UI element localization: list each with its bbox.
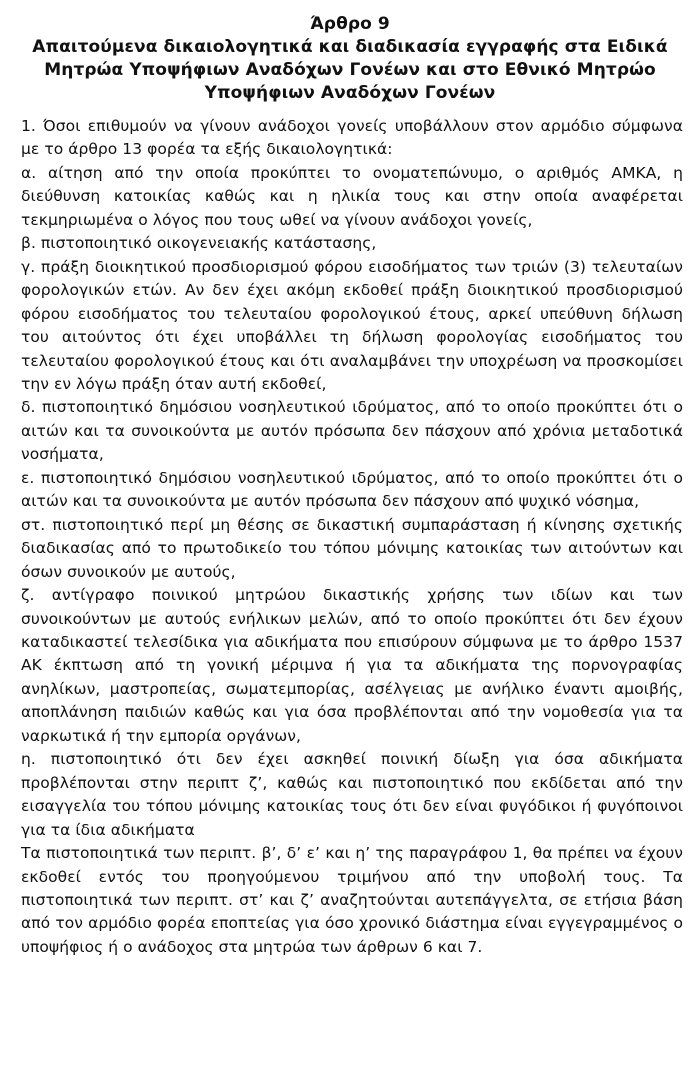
paragraph-item-c: γ. πράξη διοικητικού προσδιορισμού φόρου εισοδήματος των τριών (3) τελευταίων φορολογικών ετών. Αν δεν έχει ακόμη εκδοθεί πράξη διοικητικού προσδιορισμού φόρου εισοδήματος του τελευταίου φορολογικού έτους, αρκεί υπεύθυνη δήλωση του αιτούντος ότι έχει υποβάλλει τη δήλωση φορολογίας εισοδήματος του τελευταίου φορολογικού έτους και ότι αναλαμβάνει την υποχρέωση να προσκομίσει την εν λόγω πράξη όταν αυτή εκδοθεί, (21, 257, 683, 393)
article-body (21, 115, 683, 959)
article-title: Άρθρο 9 (310, 14, 390, 34)
paragraph-item-a: α. αίτηση από την οποία προκύπτει το ονοματεπώνυμο, ο αριθμός ΑΜΚΑ, η διεύθυνση κατοικίας καθώς και η ηλικία τους και στην οποία αναφέρεται τεκμηριωμένα ο λόγος που τους ωθεί να γίνουν ανάδοχοι γονείς, (21, 163, 683, 229)
paragraph-item-d: δ. πιστοποιητικό δημόσιου νοσηλευτικού ιδρύματος, από το οποίο προκύπτει ότι ο αιτών και τα συνοικούντα με αυτόν πρόσωπα δεν πάσχουν από χρόνια μεταδοτικά νοσήματα, (21, 398, 683, 464)
article-subtitle: Απαιτούμενα δικαιολογητικά και διαδικασία εγγραφής στα Ειδικά Μητρώα Υποψήφιων Αναδόχων Γονέων και στο Εθνικό Μητρώο Υποψήφιων Αναδόχων Γονέων (32, 37, 668, 103)
paragraph-item-e: ε. πιστοποιητικό δημόσιου νοσηλευτικού ιδρύματος, από το οποίο προκύπτει ότι ο αιτών και τα συνοικούντα με αυτόν πρόσωπα δεν πάσχουν από ψυχικό νόσημα, (21, 468, 683, 511)
paragraph-closing-note: Τα πιστοποιητικά των περιπτ. β’, δ’ ε’ και η’ της παραγράφου 1, θα πρέπει να έχουν εκδοθεί εντός του προηγούμενου τριμήνου από την υποβολή τους. Τα πιστοποιητικά των περιπτ. στ’ και ζ’ αναζητούνται αυτεπάγγελτα, σε ετήσια βάση από τον αρμόδιο φορέα εποπτείας για όσο χρονικό διάστημα είναι εγγεγραμμένος ο υποψήφιος ή ο ανάδοχος στα μητρώα των άρθρων 6 και 7. (21, 844, 683, 956)
paragraph-item-st: στ. πιστοποιητικό περί μη θέσης σε δικαστική συμπαράσταση ή κίνησης σχετικής διαδικασίας από το πρωτοδικείο του τόπου μόνιμης κατοικίας των αιτούντων και όσων συνοικούν με αυτούς, (21, 515, 683, 581)
paragraph-item-z: ζ. αντίγραφο ποινικού μητρώου δικαστικής χρήσης των ιδίων και των συνοικούντων με αυτούς ενήλικων μελών, από το οποίο προκύπτει ότι δεν έχουν καταδικαστεί τελεσίδικα για αδικήματα που επισύρουν σύμφωνα με το άρθρο 1537 ΑΚ έκπτωση από τη γονική μέριμνα ή για τα αδικήματα της πορνογραφίας ανηλίκων, μαστροπείας, σωματεμπορίας, ασέλγειας με ανήλικο έναντι αμοιβής, αποπλάνηση παιδιών καθώς και για όσα προβλέπονται από την νομοθεσία για τα ναρκωτικά ή την εμπορία οργάνων, (21, 586, 683, 745)
paragraph-intro: 1. Όσοι επιθυμούν να γίνουν ανάδοχοι γονείς υποβάλλουν στον αρμόδιο σύμφωνα με το άρθρο 13 φορέα τα εξής δικαιολογητικά: (21, 117, 683, 159)
paragraph-item-b: β. πιστοποιητικό οικογενειακής κατάστασης, (21, 234, 377, 253)
paragraph-item-h: η. πιστοποιητικό ότι δεν έχει ασκηθεί ποινική δίωξη για όσα αδικήματα προβλέπονται στην περιπτ ζ’, καθώς και πιστοποιητικό που εκδίδεται από την εισαγγελία του τόπου μόνιμης κατοικίας τους ότι δεν είναι φυγόδικοι ή φυγόποινοι για τα ίδια αδικήματα (21, 750, 683, 839)
